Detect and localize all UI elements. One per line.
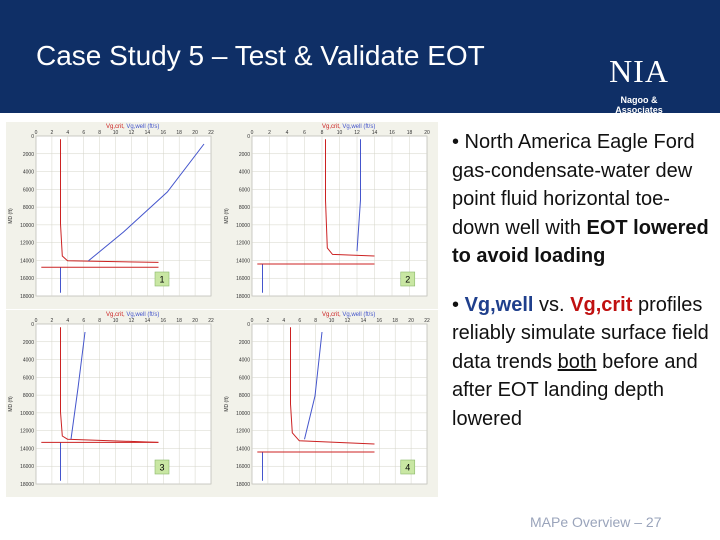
title-crit: Vg,crit, [322,312,343,318]
slide-title: Case Study 5 – Test & Validate EOT [36,40,485,71]
profile-chart-2 [222,122,438,309]
y-axis-label: MD (ft) [224,396,230,412]
profile-chart-1 [6,122,222,309]
x-tick-label: 2 [268,130,271,136]
x-tick-label: 14 [360,318,367,324]
panel-title [322,124,375,130]
x-tick-label: 6 [82,130,86,136]
y-tick-label: 8000 [22,393,34,400]
y-tick-label: 18000 [236,294,250,300]
x-tick-label: 18 [406,130,413,136]
x-tick-label: 12 [128,130,135,136]
y-tick-label: 14000 [20,446,34,453]
x-tick-label: 16 [160,130,167,136]
x-tick-label: 6 [298,318,302,324]
velocity-profile-figure [6,122,438,497]
plot-area [36,136,211,296]
x-tick-label: 10 [336,130,343,136]
logo-text: NIA [609,53,669,89]
title-well: Vg,well (ft/s) [126,312,160,318]
y-tick-label: 6000 [238,187,250,194]
y-tick-label: 12000 [20,240,34,247]
x-tick-label: 16 [376,318,383,324]
x-tick-label: 4 [282,318,286,324]
profile-panel-1 [6,122,222,309]
y-tick-label: 2000 [22,339,34,346]
y-tick-label: 6000 [22,375,34,382]
title-bar [0,0,720,113]
x-tick-label: 0 [34,130,38,136]
x-tick-label: 20 [192,130,198,136]
x-tick-label: 8 [314,318,318,324]
x-tick-label: 2 [50,318,54,324]
plot-area [36,324,211,484]
logo-subtitle: Nagoo & Associates [615,95,663,115]
x-tick-label: 12 [344,318,351,324]
profile-chart-3 [6,310,222,497]
y-tick-label: 8000 [22,205,34,212]
y-tick-label: 0 [247,134,250,140]
title-crit: Vg,crit, [106,312,127,318]
bullet-1-text: • North America Eagle Ford gas-condensate-water dew point fluid horizontal toe-down well with [452,131,695,239]
y-tick-label: 16000 [236,276,250,283]
y-tick-label: 14000 [236,258,250,265]
profile-panel-2 [222,122,438,309]
y-tick-label: 12000 [236,240,250,247]
company-logo [598,0,680,113]
x-tick-label: 20 [424,130,430,136]
x-tick-label: 22 [424,318,430,324]
bullet-1 [452,128,714,271]
bullet-2-text: profiles reliably simulate surface field data trends [452,293,709,373]
bullet-2 [452,291,714,434]
x-tick-label: 6 [303,130,306,136]
x-tick-label: 12 [128,318,135,324]
profile-chart-4 [222,310,438,497]
both-underlined: both [557,350,597,373]
y-tick-label: 4000 [238,169,250,176]
title-well: Vg,well (ft/s) [342,124,376,130]
y-tick-label: 6000 [22,187,34,194]
x-tick-label: 8 [98,318,102,324]
x-tick-label: 18 [176,130,182,136]
vg-crit-term: Vg,crit [570,293,633,316]
x-tick-label: 6 [82,318,86,324]
y-axis-label: MD (ft) [8,208,14,224]
title-well: Vg,well (ft/s) [342,312,376,318]
y-tick-label: 4000 [22,357,34,364]
profile-panel-4 [222,310,438,497]
x-tick-label: 16 [160,318,167,324]
x-tick-label: 8 [98,130,102,136]
x-tick-label: 4 [285,130,289,136]
y-axis-label: MD (ft) [224,208,230,224]
y-tick-label: 8000 [238,393,250,400]
x-tick-label: 4 [66,318,70,324]
bullet-2-end: before and after EOT landing depth lowered [452,350,698,430]
x-tick-label: 2 [266,318,270,324]
y-tick-label: 10000 [236,410,250,417]
title-crit: Vg,crit, [106,124,127,130]
x-tick-label: 22 [208,318,214,324]
x-tick-label: 0 [250,130,254,136]
panel-number: 4 [405,462,411,473]
y-tick-label: 0 [31,322,34,328]
x-tick-label: 10 [328,318,335,324]
x-tick-label: 0 [250,318,254,324]
x-tick-label: 14 [144,318,151,324]
vg-well-term: Vg,well [464,293,534,316]
y-tick-label: 4000 [238,357,250,364]
y-tick-label: 14000 [20,258,34,265]
y-axis-label: MD (ft) [8,396,14,412]
x-tick-label: 12 [354,130,360,136]
y-tick-label: 16000 [20,276,34,283]
y-tick-label: 2000 [22,151,34,158]
y-tick-label: 12000 [236,428,250,435]
slide-footer: MAPe Overview – 27 [530,514,662,530]
title-well: Vg,well (ft/s) [126,124,160,130]
y-tick-label: 12000 [20,428,34,435]
vs-text: vs. [533,293,571,316]
x-tick-label: 18 [176,318,182,324]
y-tick-label: 10000 [236,222,250,229]
y-tick-label: 0 [247,322,250,328]
y-tick-label: 18000 [20,482,34,488]
y-tick-label: 10000 [20,410,34,417]
y-tick-label: 0 [31,134,34,140]
bullet-1-emphasis: EOT lowered to avoid loading [452,216,709,267]
panel-number: 3 [159,462,165,473]
y-tick-label: 6000 [238,375,250,382]
profile-panel-3 [6,310,222,497]
panel-number: 1 [159,274,165,285]
y-tick-label: 8000 [238,205,250,212]
x-tick-label: 16 [389,130,395,136]
x-tick-label: 10 [112,130,119,136]
y-tick-label: 18000 [236,482,250,488]
x-tick-label: 14 [144,130,151,136]
panel-number: 2 [405,274,411,285]
x-tick-label: 18 [392,318,398,324]
y-tick-label: 2000 [238,151,250,158]
x-tick-label: 20 [192,318,198,324]
x-tick-label: 14 [371,130,378,136]
x-tick-label: 20 [408,318,414,324]
x-tick-label: 0 [34,318,38,324]
x-tick-label: 2 [50,130,54,136]
title-crit: Vg,crit, [322,124,343,130]
y-tick-label: 16000 [20,464,34,471]
y-tick-label: 4000 [22,169,34,176]
x-tick-label: 22 [208,130,214,136]
y-tick-label: 2000 [238,339,250,346]
y-tick-label: 14000 [236,446,250,453]
x-tick-label: 4 [66,130,70,136]
y-tick-label: 16000 [236,464,250,471]
bullet-list [452,128,714,453]
y-tick-label: 10000 [20,222,34,229]
x-tick-label: 10 [112,318,119,324]
x-tick-label: 8 [320,130,324,136]
bullet-2-marker: • [452,293,465,316]
y-tick-label: 18000 [20,294,34,300]
